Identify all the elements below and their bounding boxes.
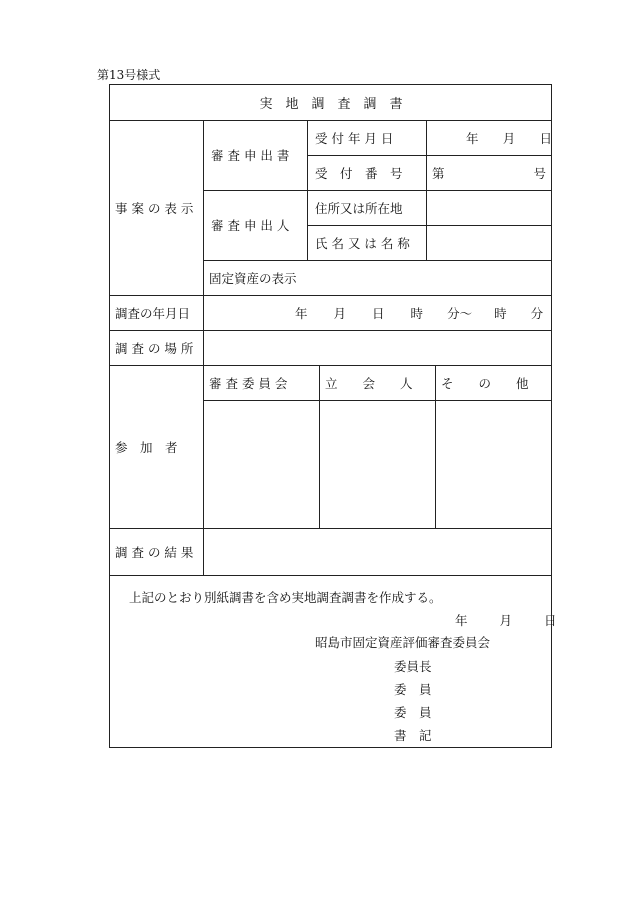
divider [110, 575, 552, 576]
minute-range-unit: 分～ [447, 305, 473, 321]
divider [203, 528, 204, 575]
divider [319, 365, 320, 528]
inspection-report-form [109, 84, 557, 748]
member-label: 委 員 [394, 682, 432, 697]
member-label: 委 員 [394, 705, 432, 720]
day-unit: 日 [372, 305, 385, 321]
hour-unit: 時 [494, 305, 507, 321]
statement: 上記のとおり別紙調書を含め実地調査調書を作成する。 [129, 590, 442, 605]
participants-label: 参 加 者 [115, 439, 178, 455]
received-number-value [426, 155, 552, 190]
inspection-date-value [295, 295, 552, 330]
divider [203, 120, 204, 295]
divider [203, 330, 204, 365]
received-date-label: 受 付 年 月 日 [315, 130, 394, 146]
committee-name: 昭島市固定資産評価審査委員会 [315, 635, 491, 650]
chair-label: 委員長 [394, 659, 432, 674]
hour-unit: 時 [410, 305, 424, 321]
received-number-label: 受 付 番 号 [315, 165, 403, 181]
number-suffix: 号 [533, 165, 546, 181]
inspection-result-label: 調 査 の 結 果 [115, 544, 194, 560]
application-doc-label: 審 査 申 出 書 [211, 148, 290, 163]
form-title: 実 地 調 査 調 書 [259, 97, 403, 112]
inspection-date-label: 調査の年月日 [115, 305, 191, 321]
day-unit: 日 [543, 613, 557, 628]
month-unit: 月 [499, 613, 512, 628]
received-date-value [426, 120, 552, 155]
secretary-label: 書 記 [394, 728, 432, 743]
case-label: 事 案 の 表 示 [115, 200, 194, 216]
divider [435, 365, 436, 528]
column-others: そ の 他 [441, 375, 529, 391]
inspection-place-label: 調 査 の 場 所 [115, 340, 194, 356]
number-prefix: 第 [432, 165, 445, 181]
divider [203, 295, 204, 330]
name-label: 氏 名 又 は 名 称 [315, 235, 410, 251]
address-label: 住所又は所在地 [315, 200, 403, 216]
column-committee: 審 査 委 員 会 [209, 375, 288, 391]
footer-date [455, 611, 556, 629]
month-unit: 月 [502, 130, 516, 146]
column-witness: 立 会 人 [325, 375, 413, 391]
applicant-label: 審 査 申 出 人 [211, 218, 290, 233]
month-unit: 月 [333, 305, 347, 321]
minute-unit: 分 [530, 305, 544, 321]
asset-label: 固定資産の表示 [209, 270, 297, 286]
year-unit: 年 [466, 130, 479, 146]
divider [203, 400, 552, 401]
form-number: 第13号様式 [97, 68, 161, 82]
day-unit: 日 [539, 130, 552, 146]
divider [203, 365, 204, 528]
divider [307, 120, 308, 260]
year-unit: 年 [295, 305, 308, 321]
year-unit: 年 [455, 613, 468, 628]
